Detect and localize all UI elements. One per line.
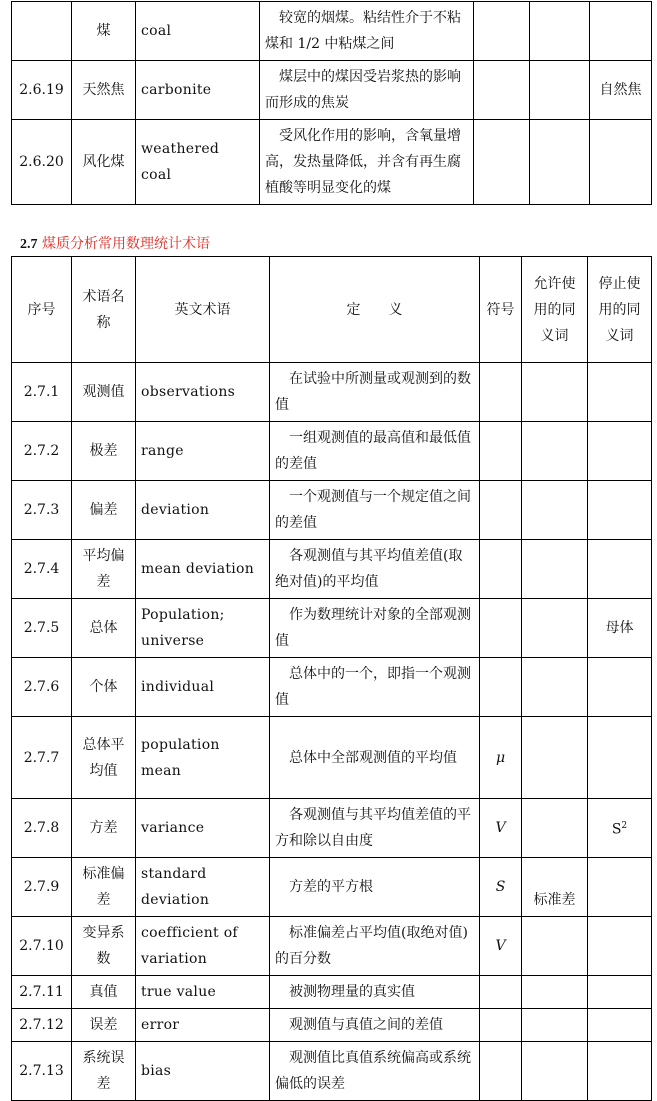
definition-text: 总体中全部观测值的平均值 — [289, 749, 457, 766]
term-definition — [270, 481, 480, 540]
term-symbol: V — [480, 917, 522, 976]
definition-text: 方差的平方根 — [289, 879, 373, 895]
term-definition — [270, 599, 480, 658]
term-symbol — [480, 976, 522, 1009]
header-stopped-synonym: 停止使用的同义词 — [588, 257, 652, 363]
term-number: 2.7.13 — [12, 1042, 72, 1101]
term-symbol: V — [480, 799, 522, 858]
term-chinese-name: 系统误差 — [72, 1042, 136, 1101]
allowed-synonym — [522, 481, 588, 540]
term-english-name: individual — [136, 658, 270, 717]
term-chinese-name: 风化煤 — [72, 120, 136, 205]
term-english-name: bias — [136, 1042, 270, 1101]
allowed-synonym — [522, 1042, 588, 1101]
term-chinese-name: 方差 — [72, 799, 136, 858]
term-number: 2.6.20 — [12, 120, 72, 205]
term-chinese-name: 变异系数 — [72, 917, 136, 976]
section-heading — [20, 235, 210, 254]
header-cn-term: 术语名称 — [72, 257, 136, 363]
statistics-terms-table — [11, 256, 652, 1101]
term-english-name: observations — [136, 363, 270, 422]
term-english-name: weathered coal — [136, 120, 260, 205]
term-chinese-name: 偏差 — [72, 481, 136, 540]
term-symbol — [474, 61, 530, 120]
superscript: 2 — [621, 821, 628, 832]
term-english-name: coal — [136, 2, 260, 61]
allowed-synonym — [522, 799, 588, 858]
definition-text: 各观测值与其平均值差值(取绝对值)的平均值 — [275, 548, 463, 590]
term-chinese-name: 极差 — [72, 422, 136, 481]
term-english-name: carbonite — [136, 61, 260, 120]
term-definition — [270, 363, 480, 422]
allowed-synonym — [522, 976, 588, 1009]
term-definition — [260, 61, 474, 120]
term-chinese-name: 标准偏差 — [72, 858, 136, 917]
term-definition — [270, 917, 480, 976]
definition-text: 一组观测值的最高值和最低值的差值 — [275, 430, 471, 472]
term-definition — [270, 1042, 480, 1101]
allowed-synonym — [522, 540, 588, 599]
stopped-synonym — [588, 363, 652, 422]
stopped-synonym — [588, 799, 652, 858]
definition-text: 被测物理量的真实值 — [289, 984, 415, 1000]
table-row — [12, 858, 652, 917]
section-title: 煤质分析常用数理统计术语 — [41, 236, 210, 252]
term-symbol — [480, 1009, 522, 1042]
term-english-name: mean deviation — [136, 540, 270, 599]
term-chinese-name: 个体 — [72, 658, 136, 717]
term-number: 2.7.9 — [12, 858, 72, 917]
table-row — [12, 658, 652, 717]
term-number: 2.7.10 — [12, 917, 72, 976]
term-number: 2.7.2 — [12, 422, 72, 481]
term-english-name: coefficient of variation — [136, 917, 270, 976]
table-row — [12, 540, 652, 599]
definition-text: 观测值比真值系统偏高或系统偏低的误差 — [275, 1050, 471, 1092]
header-no: 序号 — [12, 257, 72, 363]
term-number: 2.7.12 — [12, 1009, 72, 1042]
definition-text: 在试验中所测量或观测到的数值 — [275, 371, 471, 413]
table-row — [12, 599, 652, 658]
term-chinese-name: 总体 — [72, 599, 136, 658]
table-row — [12, 2, 652, 61]
section-number: 2.7 — [20, 237, 38, 252]
term-number: 2.7.6 — [12, 658, 72, 717]
term-definition — [270, 1009, 480, 1042]
table-row — [12, 717, 652, 799]
header-definition: 定 义 — [270, 257, 480, 363]
continued-coal-terms-table — [11, 1, 652, 205]
definition-text: 受风化作用的影响，含氧量增高，发热量降低，并含有再生腐植酸等明显变化的煤 — [265, 128, 461, 196]
term-english-name: standard deviation — [136, 858, 270, 917]
term-chinese-name: 误差 — [72, 1009, 136, 1042]
stopped-synonym — [588, 976, 652, 1009]
term-symbol: S — [480, 858, 522, 917]
allowed-synonym — [530, 61, 590, 120]
term-english-name: true value — [136, 976, 270, 1009]
header-allowed-synonym: 允许使用的同义词 — [522, 257, 588, 363]
definition-text: 煤层中的煤因受岩浆热的影响而形成的焦炭 — [265, 69, 461, 111]
allowed-synonym: 标准差 — [522, 858, 588, 917]
allowed-synonym — [522, 717, 588, 799]
allowed-synonym — [530, 2, 590, 61]
term-symbol — [480, 481, 522, 540]
term-chinese-name: 煤 — [72, 2, 136, 61]
stopped-synonym — [588, 1042, 652, 1101]
table-row — [12, 120, 652, 205]
term-number: 2.7.8 — [12, 799, 72, 858]
term-symbol — [474, 2, 530, 61]
term-symbol — [480, 599, 522, 658]
term-symbol — [480, 422, 522, 481]
stopped-synonym — [588, 717, 652, 799]
term-chinese-name: 观测值 — [72, 363, 136, 422]
term-chinese-name: 天然焦 — [72, 61, 136, 120]
header-symbol: 符号 — [480, 257, 522, 363]
term-definition — [270, 799, 480, 858]
term-definition — [270, 658, 480, 717]
stopped-synonym — [588, 540, 652, 599]
definition-text: 观测值与真值之间的差值 — [289, 1017, 443, 1033]
stopped-synonym — [588, 481, 652, 540]
allowed-synonym — [522, 599, 588, 658]
term-number: 2.6.19 — [12, 61, 72, 120]
table-row — [12, 422, 652, 481]
table-row — [12, 917, 652, 976]
stopped-synonym — [588, 858, 652, 917]
term-number: 2.7.1 — [12, 363, 72, 422]
term-chinese-name: 真值 — [72, 976, 136, 1009]
definition-text: 作为数理统计对象的全部观测值 — [275, 607, 471, 649]
table-row — [12, 799, 652, 858]
header-en-term: 英文术语 — [136, 257, 270, 363]
allowed-synonym — [522, 658, 588, 717]
table-row — [12, 976, 652, 1009]
term-definition — [270, 717, 480, 799]
term-number: 2.7.7 — [12, 717, 72, 799]
definition-text: 总体中的一个，即指一个观测值 — [275, 666, 471, 708]
allowed-synonym — [522, 1009, 588, 1042]
term-definition — [270, 540, 480, 599]
term-english-name: error — [136, 1009, 270, 1042]
term-english-name: population mean — [136, 717, 270, 799]
term-definition — [270, 422, 480, 481]
table-row — [12, 1009, 652, 1042]
table-row — [12, 61, 652, 120]
term-english-name: variance — [136, 799, 270, 858]
stopped-synonym — [590, 61, 652, 120]
term-symbol — [480, 363, 522, 422]
allowed-synonym — [530, 120, 590, 205]
term-symbol: μ — [480, 717, 522, 799]
term-definition — [270, 976, 480, 1009]
table-row — [12, 481, 652, 540]
term-symbol — [474, 120, 530, 205]
term-english-name: Population; universe — [136, 599, 270, 658]
stopped-synonym — [588, 917, 652, 976]
table-row — [12, 1042, 652, 1101]
term-definition — [270, 858, 480, 917]
term-symbol — [480, 540, 522, 599]
table-header-row — [12, 257, 652, 363]
term-symbol — [480, 658, 522, 717]
stopped-synonym-text: 母体 — [605, 620, 634, 636]
allowed-synonym — [522, 363, 588, 422]
definition-text: 各观测值与其平均值差值的平方和除以自由度 — [275, 807, 471, 849]
term-definition — [260, 120, 474, 205]
stopped-synonym-text: S — [611, 821, 622, 838]
term-number: 2.7.11 — [12, 976, 72, 1009]
stopped-synonym — [588, 658, 652, 717]
stopped-synonym — [588, 422, 652, 481]
stopped-synonym — [588, 1009, 652, 1042]
allowed-synonym — [522, 917, 588, 976]
term-number: 2.7.3 — [12, 481, 72, 540]
allowed-synonym — [522, 422, 588, 481]
term-english-name: range — [136, 422, 270, 481]
stopped-synonym — [590, 2, 652, 61]
term-number: 2.7.4 — [12, 540, 72, 599]
term-english-name: deviation — [136, 481, 270, 540]
stopped-synonym — [588, 599, 652, 658]
definition-text: 较宽的烟煤。粘结性介于不粘煤和 1/2 中粘煤之间 — [265, 10, 461, 52]
stopped-synonym-text: 自然焦 — [599, 82, 642, 98]
table-row — [12, 363, 652, 422]
term-symbol — [480, 1042, 522, 1101]
term-definition — [260, 2, 474, 61]
definition-text: 一个观测值与一个规定值之间的差值 — [275, 489, 471, 531]
term-chinese-name: 总体平均值 — [72, 717, 136, 799]
term-chinese-name: 平均偏差 — [72, 540, 136, 599]
term-number — [12, 2, 72, 61]
term-number: 2.7.5 — [12, 599, 72, 658]
stopped-synonym — [590, 120, 652, 205]
definition-text: 标准偏差占平均值(取绝对值)的百分数 — [275, 925, 468, 967]
